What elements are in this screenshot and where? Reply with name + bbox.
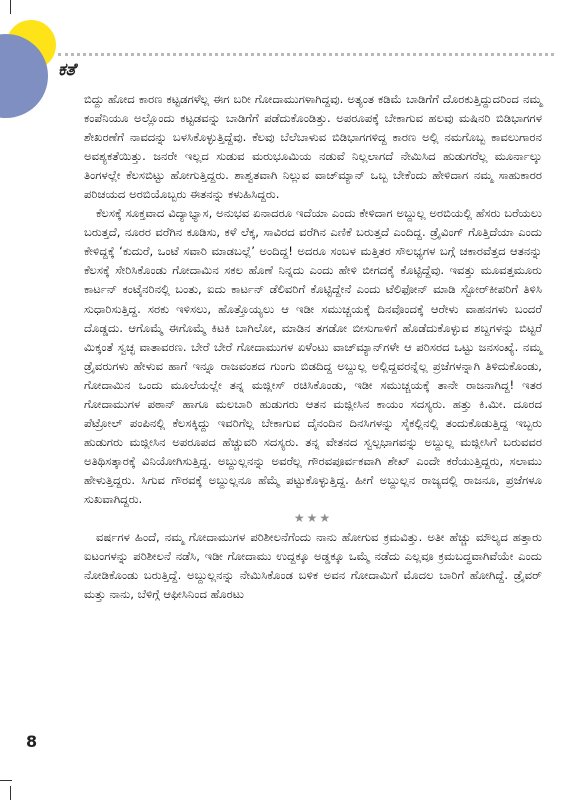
crop-mark-top-left xyxy=(10,0,11,14)
page-number: 8 xyxy=(26,732,38,751)
article-body xyxy=(84,90,542,604)
paragraph-1: ಬಿದ್ದು ಹೋದ ಕಾರಣ ಕಟ್ಟಡಗಳೆಲ್ಲ ಈಗ ಬರೀ ಗೋದಾಮುಗಳಾಗಿದ್ದವು. ಅತ್ಯಂತ ಕಡಿಮೆ ಬಾಡಿಗೆಗೆ ದೊರಕುತ್ತಿದ್ದುದರಿಂದ ನಮ್ಮ ಕಂಪೆನಿಯೂ ಅಲ್ಲೊಂದು ಕಟ್ಟಡವನ್ನು ಬಾಡಿಗೆಗೆ ಪಡೆದುಕೊಂಡಿತ್ತು. ಅಪರೂಪಕ್ಕೆ ಬೇಕಾಗುವ ಹಲವು ಮಷಿನರಿ ಬಿಡಿಭಾಗಗಳ ಶೇಖರಣೆಗೆ ನಾವದನ್ನು ಬಳಸಿಕೊಳ್ಳುತ್ತಿದ್ದೆವು. ಕೆಲವು ಬೆಲೆಬಾಳುವ ಬಿಡಿಭಾಗಗಳಿದ್ದ ಕಾರಣ ಅಲ್ಲಿ ನಮಗೊಬ್ಬ ಕಾವಲುಗಾರನ ಅವಶ್ಯಕತೆಯಿತ್ತು. ಜನರೇ ಇಲ್ಲದ ಸುಡುವ ಮರುಭೂಮಿಯ ನಡುವೆ ನಿಲ್ಲಲಾಗದೆ ನೇಮಿಸಿದ ಹುಡುಗರೆಲ್ಲ ಮೂರ್ನಾಲ್ಕು ತಿಂಗಳಲ್ಲೇ ಕೆಲಸಬಿಟ್ಟು ಹೋಗುತ್ತಿದ್ದರು. ಶಾಶ್ವತವಾಗಿ ನಿಲ್ಲುವ ವಾಚ್‌ಮ್ಯಾನ್ ಒಬ್ಬ ಬೇಕೆಂದು ಹೇಳಿದಾಗ ನಮ್ಮ ಸಾಹುಕಾರರ ಪರಿಚಯದ ಅರಬಿಯೊಬ್ಬರು ಈತನನ್ನು ಕಳುಹಿಸಿದ್ದರು. xyxy=(84,92,542,202)
crop-mark-bottom-left-h xyxy=(0,780,12,781)
paragraph-2: ಕೆಲಸಕ್ಕೆ ಸೂಕ್ತವಾದ ವಿದ್ಯಾಭ್ಯಾಸ, ಅನುಭವ ಏನಾದರೂ ಇದೆಯಾ ಎಂದು ಕೇಳಿದಾಗ ಅಬ್ದುಲ್ಲ ಅರಬಿಯಲ್ಲಿ ಹೆಸರು ಬರೆಯಲು ಬರುತ್ತದೆ, ನೂರರ ವರೆಗಿನ ಕೂಡಿಸು, ಕಳೆ ಲೆಕ್ಕ, ಸಾವಿರದ ವರೆಗಿನ ಎಣಿಕೆ ಬರುತ್ತದೆ ಎಂದಿದ್ದ. ಡ್ರೈವಿಂಗ್ ಗೊತ್ತಿದೆಯಾ ಎಂದು ಕೇಳಿದ್ದಕ್ಕೆ ‘ಕುದುರೆ, ಒಂಟೆ ಸವಾರಿ ಮಾಡಬಲ್ಲೆ’ ಅಂದಿದ್ದ! ಅದರೂ ಸಂಬಳ ಮತ್ತಿತರ ಸೌಲಭ್ಯಗಳ ಬಗ್ಗೆ ಚಕಾರವೆತ್ತದ ಆತನನ್ನು ಕೆಲಸಕ್ಕೆ ಸೇರಿಸಿಕೊಂಡು ಗೋದಾಮಿನ ಸಕಲ ಹೊಣೆ ನಿನ್ನದು ಎಂದು ಹೇಳಿ ಬೀಗದಕೈ ಕೊಟ್ಟಿದ್ದೆವು. ಇವತ್ತು ಮೂವತ್ತಮೂರು ಕಾರ್ಟನ್ ಕಂಟೈನರಿನಲ್ಲಿ ಬಂತು, ಐದು ಕಾರ್ಟನ್ ಡೆಲಿವರಿಗೆ ಕೊಟ್ಟಿದ್ದೇನೆ ಎಂದು ಟೆಲಿಫೋನ್ ಮಾಡಿ ಸ್ಟೋರ್‌ಕೀಪರಿಗೆ ತಿಳಿಸಿ ಸುಧಾರಿಸುತ್ತಿದ್ದ. ಸರಕು ಇಳಿಸಲು, ಹೊತ್ತೊಯ್ಯಲು ಆ ಇಡೀ ಸಮುಚ್ಚಯಕ್ಕೆ ದಿನವೊಂದಕ್ಕೆ ಆರೇಳು ವಾಹನಗಳು ಬಂದರೆ ದೊಡ್ಡದು. ಆಗೊಮ್ಮೆ ಈಗೊಮ್ಮೆ ಕಿಟಕಿ ಬಾಗಿಲೋ, ಮಾಡಿನ ತಗಡೋ ಬೀಸುಗಾಳಿಗೆ ಹೊಡೆದುಕೊಳ್ಳುವ ಶಬ್ದಗಳನ್ನು ಬಿಟ್ಟರೆ ಮಿಕ್ಕಂತೆ ಸ್ವಚ್ಛ ವಾತಾವರಣ. ಬೇರೆ ಬೇರೆ ಗೋದಾಮುಗಳ ಏಳೆಂಟು ವಾಚ್‌ಮ್ಯಾನ್‌ಗಳೇ ಆ ಪರಿಸರದ ಒಟ್ಟು ಜನಸಂಖ್ಯೆ. ನಮ್ಮ ಡ್ರೈವರುಗಳು ಹೇಳುವ ಹಾಗೆ ಇನ್ನೂ ರಾಜವಂಶದ ಗುಂಗು ಬಿಡದಿದ್ದ ಅಬ್ದುಲ್ಲ ಅಲ್ಲಿದ್ದವರನ್ನೆಲ್ಲ ಪ್ರಜೆಗಳನ್ನಾಗಿ ತಿಳಿದುಕೊಂಡು, ಗೋದಾಮಿನ ಒಂದು ಮೂಲೆಯಲ್ಲೇ ತನ್ನ ಮಜ್ಲೀಸ್ ರಚಿಸಿಕೊಂಡು, ಇಡೀ ಸಮುಚ್ಚಯಕ್ಕೆ ತಾನೇ ರಾಜನಾಗಿದ್ದ! ಇತರ ಗೋದಾಮುಗಳ ಪಠಾನ್ ಹಾಗೂ ಮಲಬಾರಿ ಹುಡುಗರು ಆತನ ಮಜ್ಲೀಸಿನ ಕಾಯಂ ಸದಸ್ಯರು. ಹತ್ತು ಕಿ.ಮೀ. ದೂರದ ಪೆಟ್ರೋಲ್ ಪಂಪಿನಲ್ಲಿ ಕೆಲಸಕ್ಕಿದ್ದು ಇವರಿಗೆಲ್ಲ ಬೇಕಾಗುವ ದೈನಂದಿನ ದಿನಸಿಗಳನ್ನು ಸೈಕಲ್ಲಿನಲ್ಲಿ ತಂದುಕೊಡುತ್ತಿದ್ದ ಇಬ್ಬರು ಹುಡುಗರು ಮಜ್ಲೀಸಿನ ಅಪರೂಪದ ಹೆಚ್ಚುವರಿ ಸದಸ್ಯರು. ತನ್ನ ವೇತನದ ಸ್ವಲ್ಪಭಾಗವನ್ನು ಅಬ್ದುಲ್ಲ ಮಜ್ಲೀಸಿಗೆ ಬರುವವರ ಅತಿಥಿಸತ್ಕಾರಕ್ಕೆ ವಿನಿಯೋಗಿಸುತ್ತಿದ್ದ. ಅಬ್ದುಲ್ಲನನ್ನು ಅವರೆಲ್ಲ ಗೌರವಪೂರ್ವಕವಾಗಿ ಶೇಖ್ ಎಂದೇ ಕರೆಯುತ್ತಿದ್ದರು, ಸಲಾಮು ಹೇಳುತ್ತಿದ್ದರು. ಸಿಗುವ ಗೌರವಕ್ಕೆ ಅಬ್ದುಲ್ಲನೂ ಹೆಮ್ಮೆ ಪಟ್ಟುಕೊಳ್ಳುತ್ತಿದ್ದ. ಹೀಗೆ ಅಬ್ದುಲ್ಲನ ರಾಜ್ಯದಲ್ಲಿ ರಾಜನೂ, ಪ್ರಜೆಗಳೂ ಸುಖವಾಗಿದ್ದರು. xyxy=(84,206,542,506)
section-break-stars: ★★★ xyxy=(293,511,333,526)
paragraph-3: ವರ್ಷಗಳ ಹಿಂದೆ, ನಮ್ಮ ಗೋದಾಮುಗಳ ಪರಿಶೀಲನೆಗೆಂದು ನಾನು ಹೋಗುವ ಕ್ರಮವಿತ್ತು. ಅತೀ ಹೆಚ್ಚು ಮೌಲ್ಯದ ಹತ್ತಾರು ಐಟಂಗಳನ್ನು ಪರಿಶೀಲನೆ ನಡೆಸಿ, ಇಡೀ ಗೋದಾಮು ಉದ್ದಕ್ಕೂ ಅಡ್ಡಕ್ಕೂ ಒಮ್ಮೆ ನಡೆದು ಎಲ್ಲವೂ ಕ್ರಮಬದ್ಧವಾಗಿವೆಯೇ ಎಂದು ನೋಡಿಕೊಂಡು ಬರುತ್ತಿದ್ದೆ. ಅಬ್ದುಲ್ಲನನ್ನು ನೇಮಿಸಿಕೊಂಡ ಬಳಿಕ ಅವನ ಗೋದಾಮಿಗೆ ಮೊದಲ ಬಾರಿಗೆ ಹೋಗಿದ್ದೆ. ಡ್ರೈವರ್ ಮತ್ತು ನಾನು, ಬೆಳಿಗ್ಗೆ ಆಫೀಸಿನಿಂದ ಹೊರಟು xyxy=(84,530,542,602)
header-dotted-rule xyxy=(58,53,554,56)
section-label: ಕತೆ xyxy=(58,60,76,80)
crop-mark-bottom-left xyxy=(10,786,11,800)
